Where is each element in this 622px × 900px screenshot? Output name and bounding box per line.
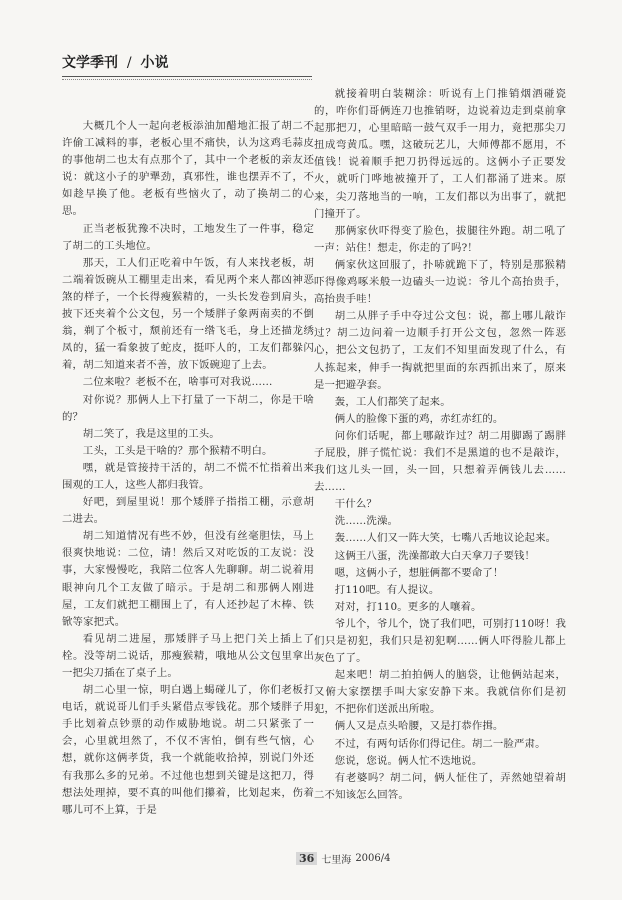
paragraph: 对你说？那俩人上下打量了一下胡二，你是干啥的？: [62, 393, 314, 423]
paragraph: 胡二知道情况有些不妙，但没有丝毫胆怯，马上很爽快地说：二位，请！然后又对吃饭的工友说：没事，大家慢慢吃，我陪二位客人先聊聊。胡二说着用眼神向几个工友做了暗示。于是胡二和那俩人刚进屋，工友们就把工棚围上了，有人还抄起了木棒、铁锨等家把式。: [62, 530, 314, 628]
paragraph: 嘿，就是管接持干活的，胡二不慌不忙指着出来围观的工人，这些人都归我管。: [62, 461, 314, 491]
paragraph: 有老婆吗？胡二问，俩人怔住了，弄然她望着胡二不知该怎么回答。: [314, 771, 566, 801]
paragraph: 二位来啦？老板不在，啥事可对我说……: [82, 376, 273, 389]
paragraph: 打110吧。有人提议。: [334, 583, 440, 596]
left-column: [62, 118, 314, 819]
paragraph: 正当老板犹豫不决时，工地发生了一件事，稳定了胡二的工头地位。: [62, 222, 314, 252]
paragraph: 俩人又是点头哈腰，又是打恭作揖。: [334, 720, 504, 733]
paragraph: 俩人的脸像下蛋的鸡，赤红赤红的。: [334, 412, 504, 425]
paragraph: 好吧，到屋里说！那个矮胖子指指工棚，示意胡二进去。: [62, 496, 314, 526]
paragraph: 就接着明白装糊涂：听说有上门推销烟酒碰瓷的，咋你们哥俩连刀也推销呀，边说着边走到桌前拿起那把刀，心里暗暗一鼓气双手一用力，竟把那尖刀扭成弯黄瓜。嘿，这破玩艺儿，大师傅都不愿用，不值钱！说着顺手把刀扔得远远的。这俩小子正要发火，就听门哗地被撞开了，工人们都涌了进来。原来，尖刀落地当的一响，工友们都以为出事了，就把门撞开了。: [314, 88, 566, 220]
page-header: [62, 52, 312, 76]
paragraph: 胡二从胖子手中夺过公文包：说，都上哪儿敲诈过？胡二边问着一边顺手打开公文包，忽然一阵恶心，把公文包扔了，工友们不知里面发现了什么，有人拣起来，伸手一掏就把里面的东西抓出来了，原来是一把避孕套。: [314, 310, 566, 391]
paragraph: 嗯，这俩小子，想脏俩都不要命了！: [334, 566, 504, 579]
paragraph: 轰，工人们都笑了起来。: [334, 395, 451, 408]
paragraph: 您说，您说。俩人忙不迭地说。: [334, 754, 483, 767]
paragraph: 俩家伙这回服了，扑哧就跪下了，特别是那猴精吓得像鸡啄米般一边磕头一边说：爷儿个高抬贵手，高抬贵手哇！: [314, 258, 566, 306]
paragraph: 工头，工头是干啥的？那个猴精不明白。: [82, 444, 273, 457]
header-rule: [62, 76, 312, 77]
header-section: 文学季刊: [62, 55, 118, 71]
page-number: 36: [296, 852, 317, 865]
paragraph: 对对，打110。更多的人嚷着。: [334, 600, 482, 613]
page-footer: [296, 851, 391, 866]
paragraph: 大概几个人一起向老板添油加醋地汇报了胡二不许偷工减料的事，老板心里不痛快，认为这鸡毛蒜皮的事他胡二也太有点那个了，其中一个老板的亲友还说：就这小子的驴犟劲，真邪性，谁也摆弄不了，不如趁早换了他。老板有些恼火了，动了换胡二的心思。: [62, 120, 314, 218]
right-column: [314, 86, 566, 804]
paragraph: 胡二笑了，我是这里的工头。: [82, 427, 220, 440]
paragraph: 轰……人们又一阵大笑，七嘴八舌地议论起来。: [334, 532, 557, 545]
paragraph: 这俩王八蛋，洗澡都敢大白天拿刀子要钱！: [334, 549, 536, 562]
issue-number: 2006/4: [355, 853, 391, 864]
header-separator: /: [126, 55, 132, 71]
paragraph: 问你们话呢，都上哪敲诈过？胡二用脚踢了踢胖子屁股，胖子慌忙说：我们不是黑道的也不是敲诈，我们这儿头一回，头一回，只想着弄俩钱儿去……去……: [314, 429, 566, 494]
paragraph: 看见胡二进屋，那矮胖子马上把门关上插上了栓。没等胡二说话，那瘦猴精，哦地从公文包里拿出一把尖刀插在了桌子上。: [62, 632, 314, 679]
paragraph: 那俩家伙吓得变了脸色，拔腿往外跑。胡二吼了一声：站住！想走，你走的了吗?！: [314, 224, 566, 254]
paragraph: 洗……洗澡。: [334, 515, 399, 528]
paragraph: 胡二心里一惊，明白遇上蝎碰儿了，你们老板打电话，就说哥儿们手头紧借点零钱花。那个矮胖子用手比划着点钞票的动作威胁地说。胡二只紧张了一会，心里就坦然了，不仅不害怕，倒有些气恼，心想，就你这俩孝货，我一个就能收拾掉，别说门外还有我那么多的兄弟。不过他也想到关键是这把刀，得想法处理掉，要不真的叫他们攥着，比划起来，伤着哪儿可不上算，于是: [62, 684, 314, 816]
paragraph: 起来吧！胡二拍拍俩人的脑袋，让他俩站起来，又俯大家摆摆手叫大家安静下来。我就信你们是初犯，不把你们送派出所啦。: [314, 669, 566, 716]
header-category: 小说: [140, 55, 169, 71]
paragraph: 不过，有两句话你们得记住。胡二一脸严肃。: [334, 737, 546, 750]
magazine-name: 七里海: [321, 855, 352, 866]
paragraph: 那天，工人们正吃着中午饭，有人来找老板，胡二端着饭碗从工棚里走出来，看见两个来人都凶神恶煞的样子，一个长得瘦猴精的，一头长发卷到肩头，披下还夹着个公文包，另一个矮胖子象两南卖的不倒翁，剃了个板寸，颓前还有一绺飞毛，身上还描龙绣凤的，猛一看象披了蛇皮，挺吓人的，工友们都躲闪着，胡二知道来者不善，放下饭碗迎了上去。: [62, 256, 314, 372]
header-dotted-rule: [62, 79, 312, 80]
paragraph: 干什么？: [334, 498, 377, 511]
paragraph: 爷儿个，爷儿个，饶了我们吧，可别打110呀！我们只是初犯，我们只是初犯啊……俩人吓得脸儿都上灰色了了。: [314, 617, 566, 665]
